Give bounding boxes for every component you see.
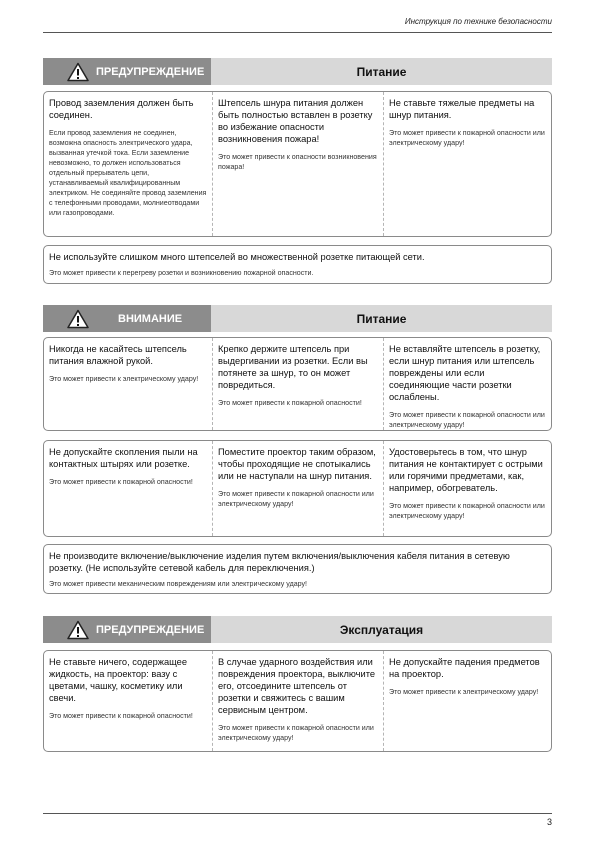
instruction-text: Не допускайте скопления пыли на контактных штырях или розетке.: [49, 447, 198, 469]
footer-rule: [43, 813, 552, 814]
instruction-text: Никогда не касайтесь штепсель питания влажной рукой.: [49, 344, 187, 366]
safety-cell: [44, 441, 212, 536]
caution-badge: [43, 305, 211, 332]
warning-triangle-icon: [67, 62, 89, 82]
warning-triangle-icon: [67, 620, 89, 640]
badge-label: ПРЕДУПРЕЖДЕНИЕ: [96, 65, 205, 78]
running-header: Инструкция по технике безопасности: [404, 17, 552, 26]
safety-cell: [212, 92, 383, 236]
safety-cell: [383, 651, 551, 751]
consequence-text: Это может привести к опасности возникновения пожара!: [218, 153, 377, 171]
section-bar-caution-power: [43, 305, 552, 332]
instruction-text: В случае ударного воздействия или повреждения проектора, выключите его, отсоедините штепсель от розетки и свяжитесь с вашим сервисным центром.: [218, 657, 376, 715]
consequence-text: Это может привести к пожарной опасности или электрическому удару!: [218, 490, 374, 508]
section-bar-warning-operation: [43, 616, 552, 643]
safety-cell: [212, 338, 383, 430]
section-bar-warning-power: [43, 58, 552, 85]
instruction-text: Крепко держите штепсель при выдергивании из розетки. Если вы потянете за шнур, то он может повредиться.: [218, 344, 368, 390]
section-title: Эксплуатация: [339, 622, 424, 637]
safety-cell: [383, 92, 551, 236]
instruction-text: Не вставляйте штепсель в розетку, если шнур питания или штепсель повреждены или если соединяющие части розетки ослаблены.: [389, 344, 541, 402]
consequence-text: Это может привести к пожарной опасности или электрическому удару!: [389, 129, 545, 147]
consequence-text: Это может привести к пожарной опасности или электрическому удару!: [389, 411, 545, 429]
section-title: Питание: [356, 311, 407, 326]
instruction-text: Удостоверьтесь в том, что шнур питания не контактирует с острыми или горячими предметами, как, например, обогреватель.: [389, 447, 543, 493]
consequence-text: Это может привести к пожарной опасности!: [218, 399, 362, 407]
instruction-text: Поместите проектор таким образом, чтобы проходящие не спотыкались или не наступали на шнур питания.: [218, 447, 376, 481]
header-rule: [43, 32, 552, 33]
consequence-text: Это может привести механическим повреждениям или электрическому удару!: [49, 580, 308, 588]
consequence-text: Это может привести к электрическому удару!: [49, 375, 199, 383]
safety-box: [43, 544, 552, 594]
consequence-text: Это может привести к пожарной опасности!: [49, 712, 193, 720]
consequence-text: Это может привести к пожарной опасности или электрическому удару!: [218, 724, 374, 742]
consequence-text: Это может привести к пожарной опасности или электрическому удару!: [389, 502, 545, 520]
safety-box: [43, 245, 552, 284]
badge-label: ПРЕДУПРЕЖДЕНИЕ: [96, 623, 205, 636]
safety-cell: [44, 246, 551, 283]
consequence-text: Это может привести к перегреву розетки и возникновению пожарной опасности.: [49, 269, 314, 277]
safety-cell: [44, 92, 212, 236]
safety-cell: [44, 338, 212, 430]
safety-box: [43, 337, 552, 431]
safety-cell: [212, 651, 383, 751]
safety-cell: [44, 545, 551, 593]
warning-badge: [43, 616, 211, 643]
page-number: 3: [546, 817, 552, 827]
badge-label: ВНИМАНИЕ: [118, 312, 183, 325]
instruction-text: Не используйте слишком много штепселей во множественной розетке питающей сети.: [49, 252, 425, 262]
warning-badge: [43, 58, 211, 85]
section-title: Питание: [356, 64, 407, 79]
consequence-text: Это может привести к электрическому удару!: [389, 688, 539, 696]
instruction-text: Не производите включение/выключение изделия путем включения/выключения кабеля питания в сетевую розетку. (Не используйте сетевой кабель для переключения.): [49, 551, 510, 573]
safety-cell: [383, 441, 551, 536]
instruction-text: Не допускайте падения предметов на проектор.: [389, 657, 540, 679]
safety-cell: [212, 441, 383, 536]
consequence-text: Если провод заземления не соединен, возможна опасность электрического удара, вызванная утечкой тока. Если заземление невозможно, то должен использоваться отдельный прерыватель цепи, устанавливаемый квалифицированным электриком. Не соединяйте провод заземления с телефонными проводами, молниеотводами или газопроводами.: [49, 129, 207, 217]
warning-triangle-icon: [67, 309, 89, 329]
instruction-text: Не ставьте тяжелые предметы на шнур питания.: [389, 98, 535, 120]
safety-box: [43, 650, 552, 752]
safety-cell: [44, 651, 212, 751]
instruction-text: Штепсель шнура питания должен быть полностью вставлен в розетку во избежание опасности возникновения пожара!: [218, 98, 373, 144]
safety-cell: [383, 338, 551, 430]
safety-box: [43, 440, 552, 537]
instruction-text: Не ставьте ничего, содержащее жидкость, на проектор: вазу с цветами, чашку, косметику или свечи.: [49, 657, 188, 703]
consequence-text: Это может привести к пожарной опасности!: [49, 478, 193, 486]
instruction-text: Провод заземления должен быть соединен.: [49, 98, 194, 120]
safety-box: [43, 91, 552, 237]
